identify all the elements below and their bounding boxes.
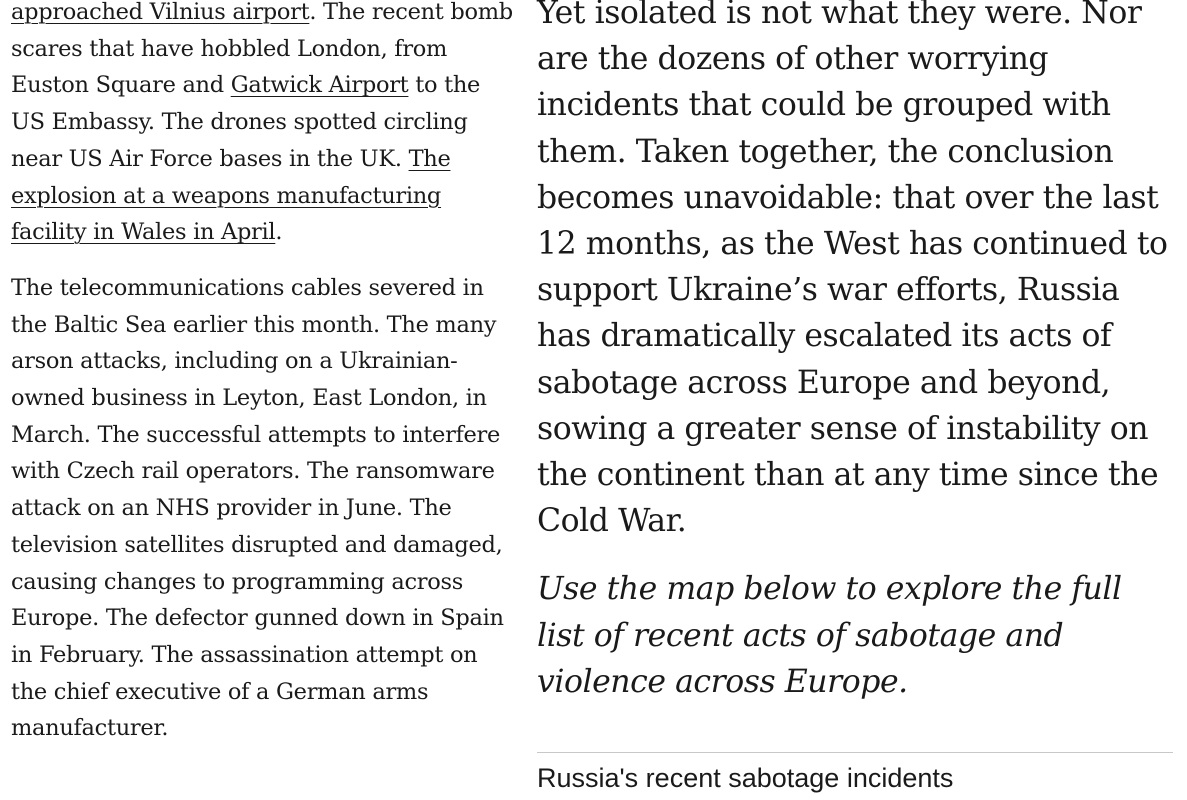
section-divider (537, 752, 1173, 753)
left-paragraph-1 (11, 0, 513, 251)
left-paragraph-2: The telecommunications cables severed in the Baltic Sea earlier this month. The many arson attacks, including on a Ukrainian-owned business in Leyton, East London, in March. The successful attempts to interfere with Czech rail operators. The ransomware attack on an NHS provider in June. The television satellites disrupted and damaged, causing changes to programming across Europe. The defector gunned down in Spain in February. The assassination attempt on the chief executive of a German arms manufacturer. (11, 274, 504, 742)
gatwick-airport-link[interactable]: Gatwick Airport (230, 72, 409, 99)
left-paragraph-1-text-1: . The recent bomb scares that have hobbled London, from Euston Square and (11, 0, 513, 99)
left-paragraph-1-text-2: to the US Embassy. The drones spotted circling near US Air Force bases in the UK. (11, 72, 481, 172)
right-column (537, 0, 1177, 705)
left-column (11, 0, 513, 747)
section-heading: Russia's recent sabotage incidents (537, 763, 954, 793)
vilnius-airport-link[interactable]: approached Vilnius airport (11, 0, 310, 25)
map-intro-note: Use the map below to explore the full list of recent acts of sabotage and violence across Europe. (537, 571, 1122, 700)
right-paragraph-1: Yet isolated is not what they were. Nor are the dozens of other worrying incidents that could be grouped with them. Taken together, the conclusion becomes unavoidable: that over the last 12 months, as the West has continued to support Ukraine’s war efforts, Russia has dramatically escalated its acts of sabotage across Europe and beyond, sowing a greater sense of instability on the continent than at any time since the Cold War. (537, 0, 1168, 540)
wales-explosion-link[interactable]: The explosion at a weapons manufacturing facility in Wales in April (11, 145, 451, 246)
left-paragraph-1-text-3: . (275, 219, 283, 246)
